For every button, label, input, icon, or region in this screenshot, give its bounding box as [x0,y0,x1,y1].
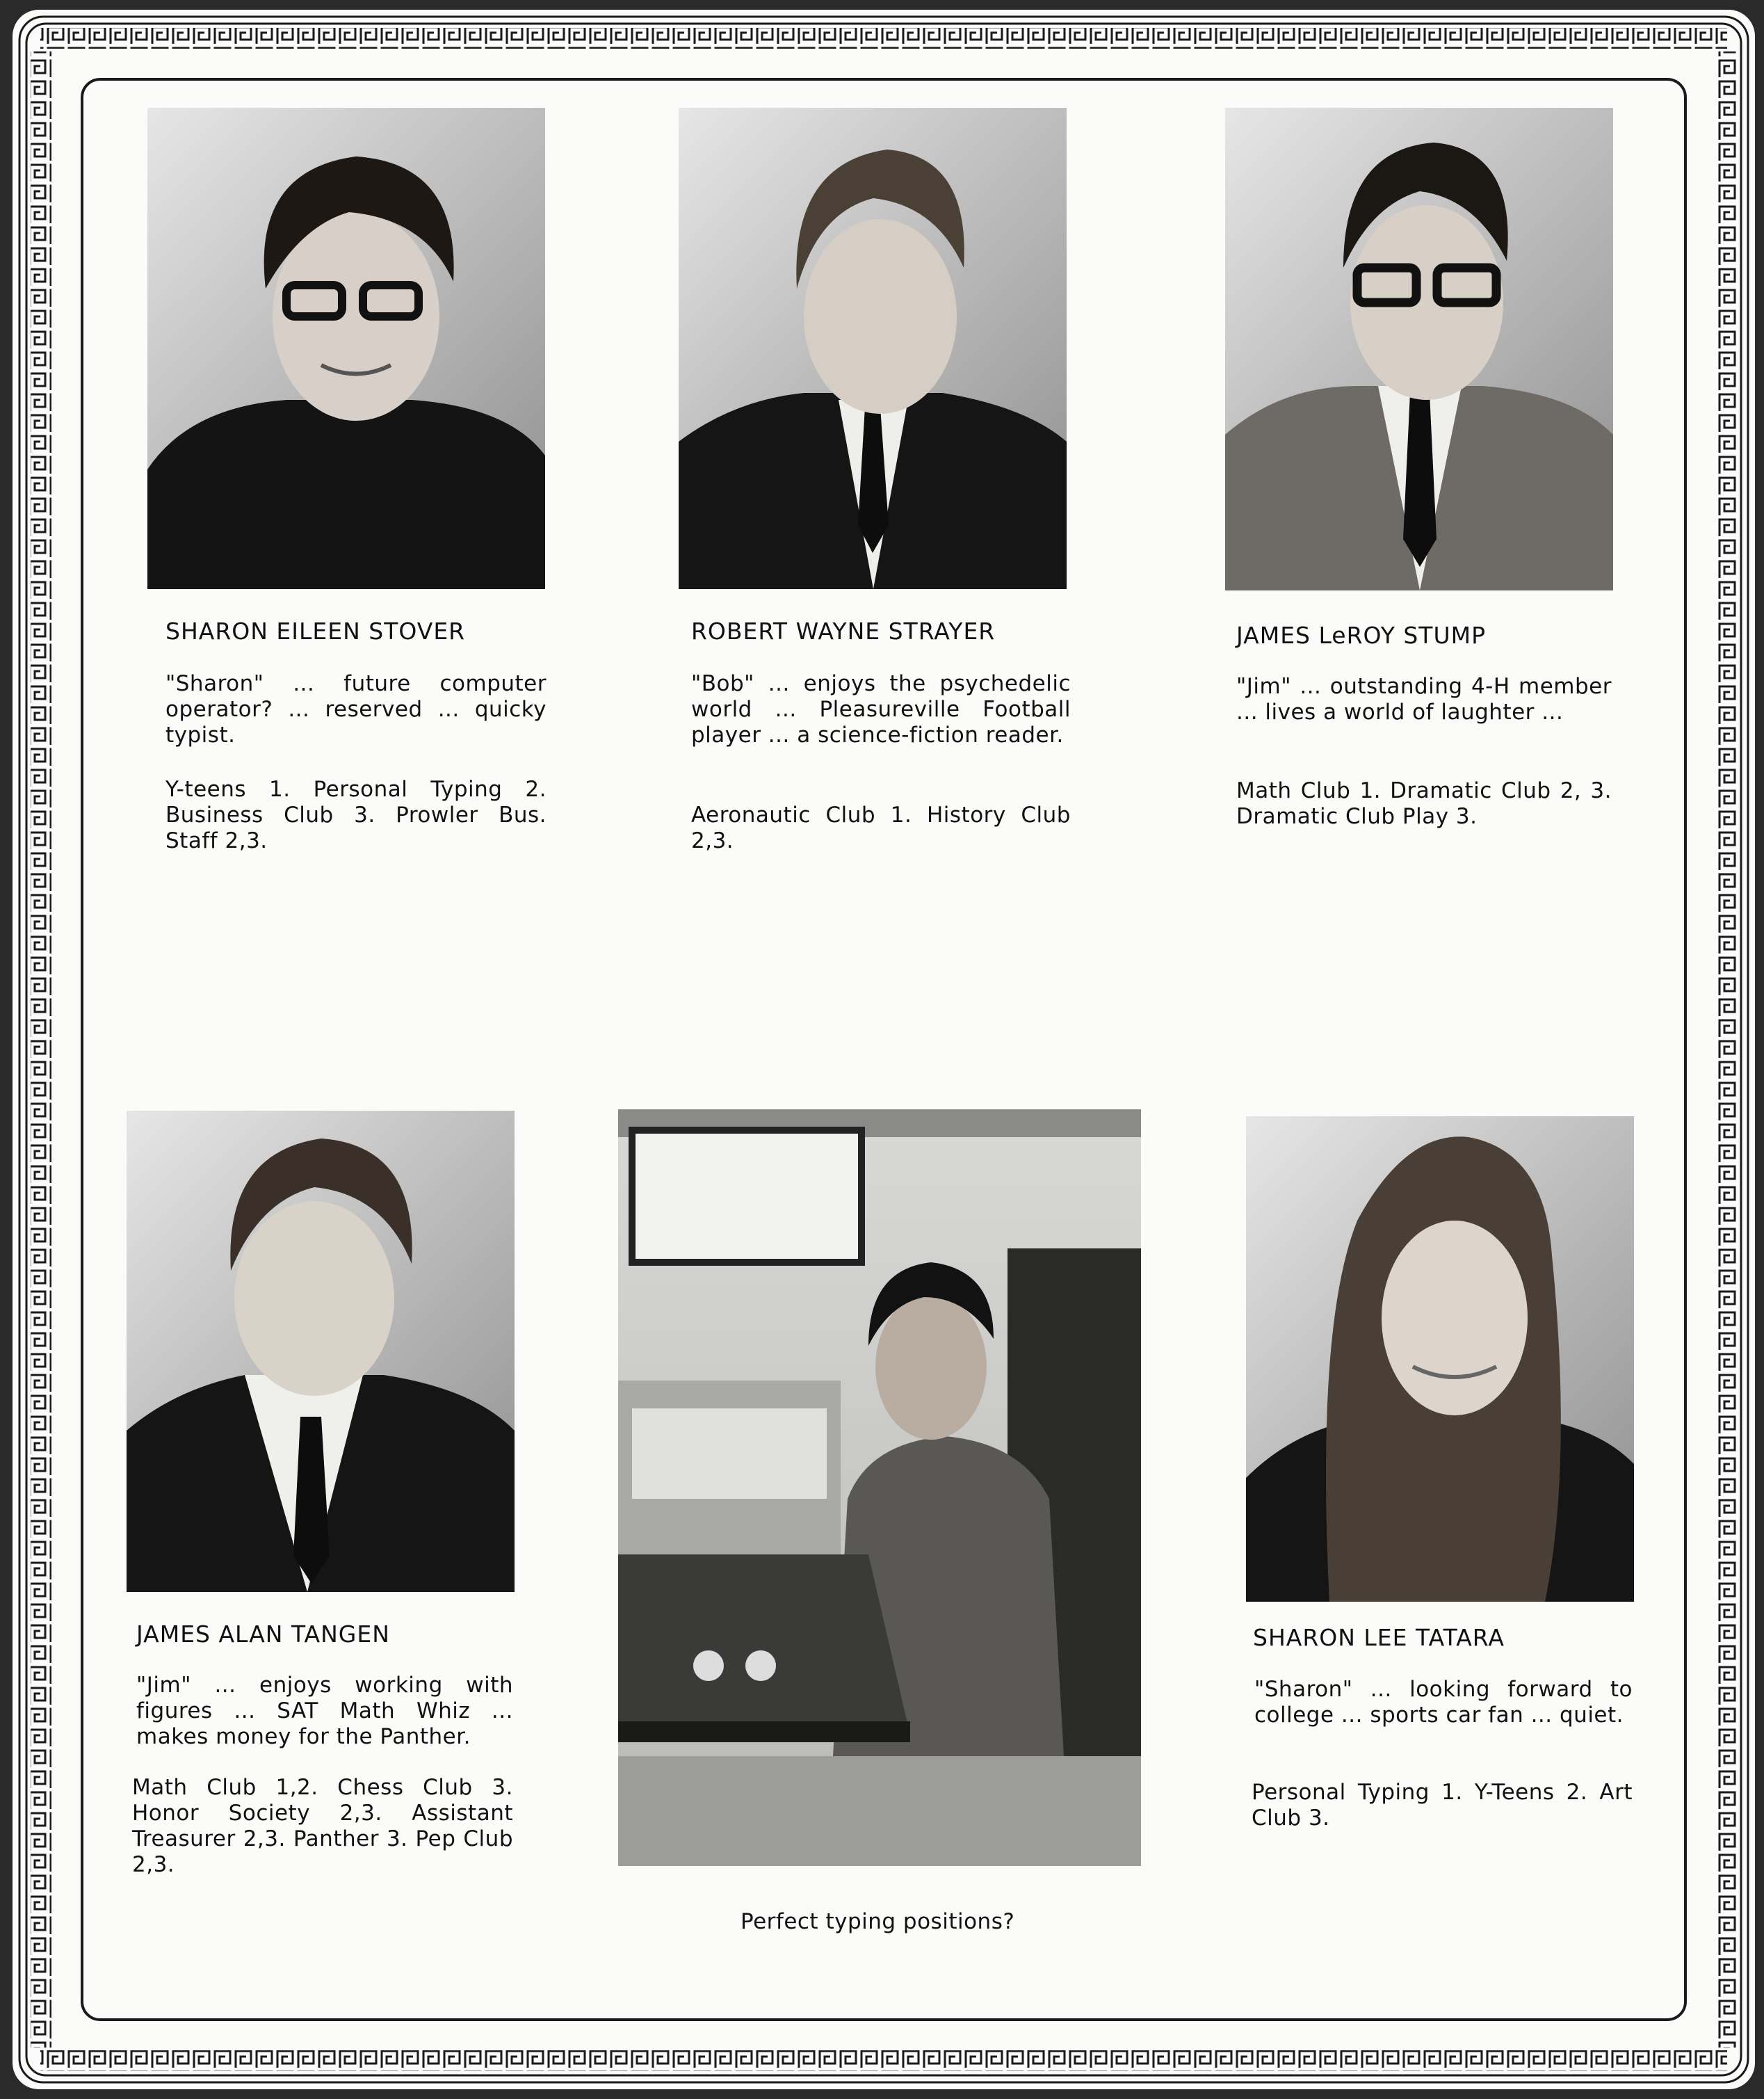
senior-activities: Math Club 1,2. Chess Club 3. Honor Society 2,3. Assistant Treasurer 2,3. Panther 3. Pep Club 2,3. [132,1775,513,1877]
portrait-graphic [1246,1116,1634,1602]
portrait-graphic [147,108,545,589]
senior-name: ROBERT WAYNE STRAYER [691,618,996,645]
senior-description: "Jim" ... outstanding 4-H member ... lives a world of laughter ... [1236,674,1612,725]
senior-name: SHARON EILEEN STOVER [165,618,466,645]
portrait-sharon-tatara [1246,1116,1634,1602]
senior-description: "Jim" ... enjoys working with figures ... SAT Math Whiz ... makes money for the Panther. [136,1673,513,1749]
senior-activities: Y-teens 1. Personal Typing 2. Business Club 3. Prowler Bus. Staff 2,3. [165,777,547,853]
senior-activities: Personal Typing 1. Y-Teens 2. Art Club 3. [1252,1780,1633,1831]
senior-activities: Aeronautic Club 1. History Club 2,3. [691,803,1071,853]
candid-caption: Perfect typing positions? [741,1909,1015,1934]
yearbook-page [13,10,1755,2089]
senior-name: JAMES ALAN TANGEN [136,1621,390,1648]
senior-description: "Sharon" ... looking forward to college ... sports car fan ... quiet. [1254,1677,1633,1728]
senior-description: "Sharon" ... future computer operator? ... reserved ... quicky typist. [165,671,547,748]
portrait-james-stump [1225,108,1613,590]
senior-activities: Math Club 1. Dramatic Club 2, 3. Dramatic Club Play 3. [1236,778,1612,829]
portrait-robert-strayer [679,108,1067,589]
senior-description: "Bob" ... enjoys the psychedelic world ... Pleasureville Football player ... a science-fiction reader. [691,671,1071,748]
portrait-graphic [679,108,1067,589]
candid-graphic [618,1109,1141,1866]
portrait-james-tangen [127,1111,515,1592]
senior-name: JAMES LeROY STUMP [1236,622,1486,649]
senior-name: SHARON LEE TATARA [1253,1624,1505,1651]
portrait-graphic [1225,108,1613,590]
candid-typing-photo [618,1109,1141,1866]
portrait-sharon-stover [147,108,545,589]
portrait-graphic [127,1111,515,1592]
